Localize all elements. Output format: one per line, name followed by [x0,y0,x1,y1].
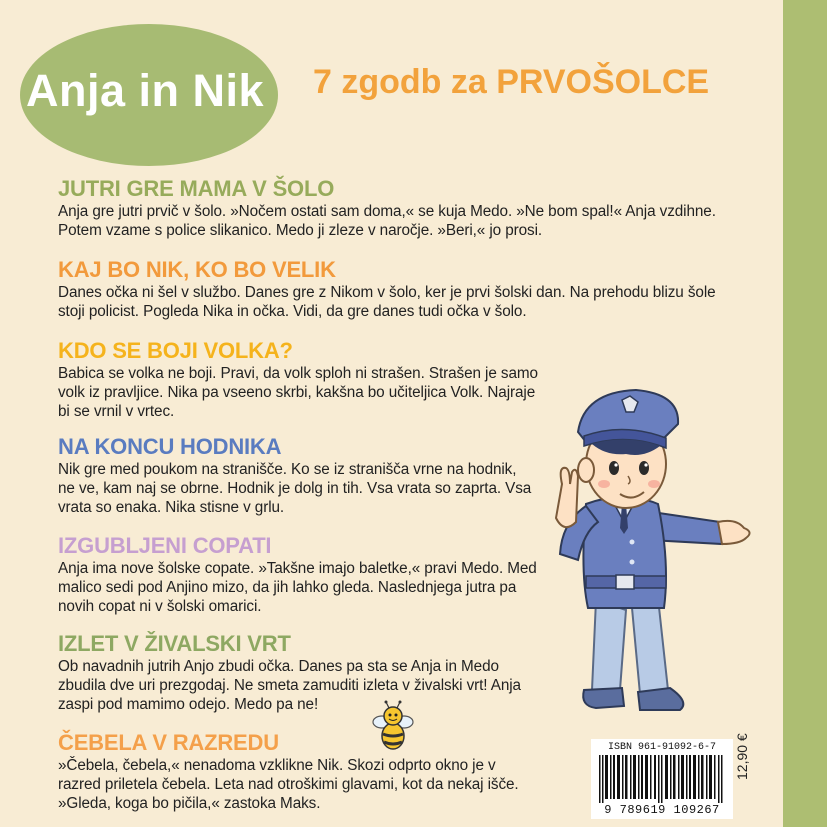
price-text: 12,90 € [734,733,750,780]
story-title: ČEBELA V RAZREDU [58,730,279,755]
story-text: Anja ima nove šolske copate. »Takšne imajo baletke,« pravi Medo. Med malico sedi pod Anjino mizo, da jih lahko gleda. Naslednjega jutra pa novih copat ni v šolski omarici. [58,560,537,615]
story-text: Babica se volka ne boji. Pravi, da volk sploh ni strašen. Strašen je samo volk iz pravljice. Nika pa vseeno skrbi, kakšna bo učiteljica Volk. Najraje bi se vrnil v vrtec. [58,365,538,420]
story-5 [58,533,538,616]
policeman-illustration [540,372,755,722]
story-title: JUTRI GRE MAMA V ŠOLO [58,176,335,201]
book-subtitle: 7 zgodb za PRVOŠOLCE [313,63,710,101]
story-title: KAJ BO NIK, KO BO VELIK [58,257,336,282]
story-text: Ob navadnih jutrih Anjo zbudi očka. Danes pa sta se Anja in Medo zbudila dve uri prezgodaj. Ne smeta zamuditi izleta v živalski vrt! Anja zaspi pod mamimo odejo. Medo pa ne! [58,658,521,713]
story-7 [58,730,538,813]
bee-illustration [370,700,416,752]
story-3 [58,338,538,421]
story-1 [58,176,716,240]
story-text: Danes očka ni šel v službo. Danes gre z Nikom v šolo, ker je prvi šolski dan. Na prehodu blizu šole stoji policist. Pogleda Nika in očka. Vidi, da gre danes tudi očka v šolo. [58,284,716,320]
story-6 [58,631,538,714]
logo-oval [20,24,278,166]
series-logo-title: Anja in Nik [25,65,265,116]
barcode-icon [599,755,725,803]
story-title: IZLET V ŽIVALSKI VRT [58,631,291,656]
story-text: »Čebela, čebela,« nenadoma vzklikne Nik. Skozi odprto okno je v razred priletela čebela. Leta nad otroškimi glavami, kot da nekaj išče. »Gleda, koga bo pičila,« zastoka Maks. [58,757,519,812]
barcode-digits: 9 789619 109267 [604,803,720,817]
story-title: KDO SE BOJI VOLKA? [58,338,293,363]
barcode-block [591,739,733,819]
story-title: IZGUBLJENI COPATI [58,533,272,558]
story-2 [58,257,716,321]
story-text: Anja gre jutri prvič v šolo. »Nočem ostati sam doma,« se kuja Medo. »Ne bom spal!« Anja vzdihne. Potem vzame s police slikanico. Medo ji zleze v naročje. »Beri,« jo prosi. [58,203,716,239]
story-4 [58,434,538,517]
isbn-number: ISBN 961-91092-6-7 [607,742,717,753]
story-text: Nik gre med poukom na stranišče. Ko se iz stranišča vrne na hodnik, ne ve, kam naj se obrne. Hodnik je dolg in tih. Vsa vrata so zaprta. Vsa vrata so enaka. Nika stisne v grlu. [58,461,532,516]
side-strip [783,0,827,827]
story-title: NA KONCU HODNIKA [58,434,282,459]
